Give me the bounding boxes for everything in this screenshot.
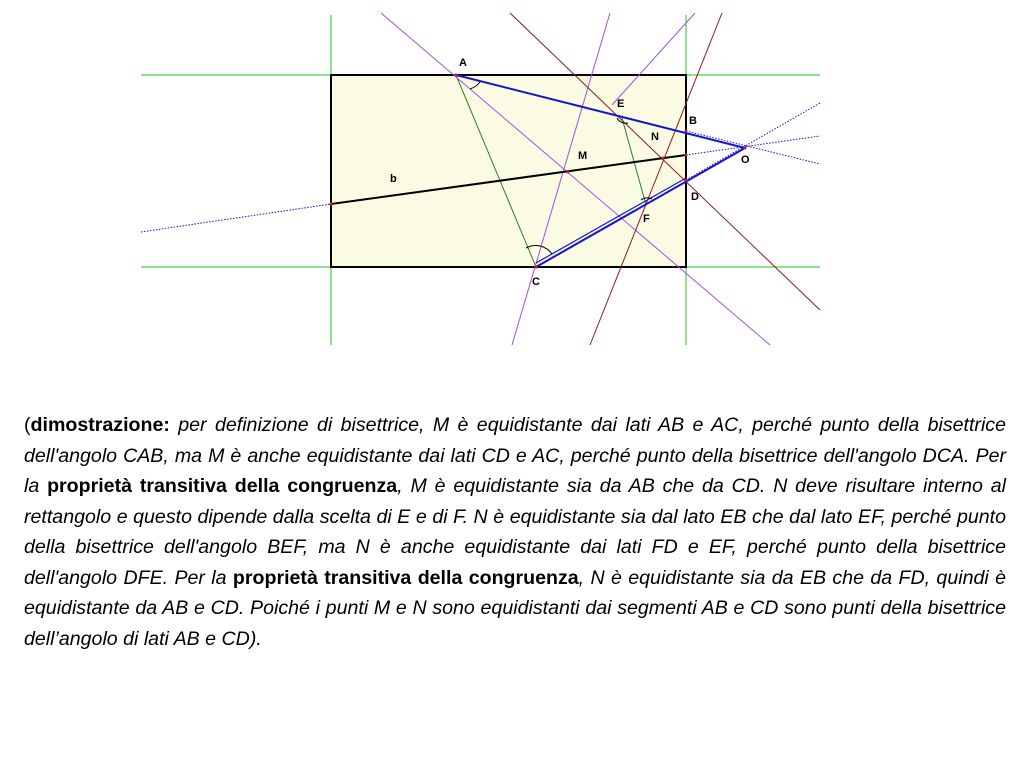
proof-bold-2: proprietà transitiva della congruenza <box>232 566 579 589</box>
proof-text-1: per definizione di bisettrice, M è equidistante dai lati AB e AC, perché punto della bisettrice dell'angolo CAB, ma M è anche equidistante dai lati CD e AC, perché punto della bisettrice dell'angolo DCA. Per la <box>24 414 1006 497</box>
proof-open-paren: ( <box>24 414 31 436</box>
proof-text-2: , M è equidistante sia da AB che da CD. N deve risultare interno al rettangolo e questo dipende dalla scelta di E e di F. N è equidistante sia dal lato EB che dal lato EF, perché punto della bisettrice dell'angolo BEF, ma N è anche equidistante dai lati FD e EF, perché punto della bisettrice dell'angolo DFE. Per la <box>24 475 1006 589</box>
proof-bold-1: proprietà transitiva della congruenza <box>47 475 398 497</box>
proof-lead: dimostrazione: <box>30 414 170 436</box>
proof-text-3: , N è equidistante sia da EB che da FD, quindi è equidistante da AB e CD. Poiché i punti M e N sono equidistanti dai segmenti AB e CD sono punti della bisettrice dell’angolo di lati AB e CD). <box>24 566 1006 650</box>
label-B: B <box>689 115 697 127</box>
label-O: O <box>741 154 750 166</box>
label-b: b <box>390 173 397 185</box>
label-M: M <box>578 150 588 162</box>
label-F: F <box>643 213 650 225</box>
geometry-figure <box>0 0 1024 360</box>
label-D: D <box>691 191 699 203</box>
label-E: E <box>617 98 625 110</box>
label-A: A <box>459 57 467 69</box>
label-C: C <box>532 276 540 288</box>
label-N: N <box>651 131 659 143</box>
proof-paragraph <box>24 410 1006 654</box>
